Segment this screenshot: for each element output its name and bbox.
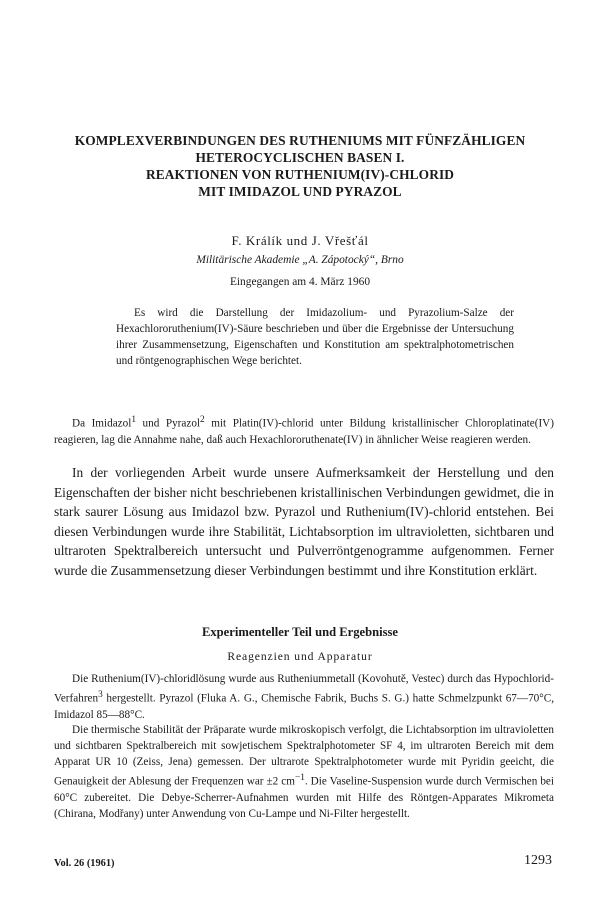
paragraph-text: Die Ruthenium(IV)-chloridlösung wurde aus Rutheniummetall (Kovohutě, Vestec) durch das Hypochlorid-Verfahren: [54, 673, 554, 705]
title-line: REAKTIONEN VON RUTHENIUM(IV)-CHLORID: [145, 167, 455, 182]
author-list: F. Králík und J. Vřešťál: [231, 233, 369, 248]
intro-text: und Pyrazol: [136, 417, 201, 430]
paragraph-text: . Die Vaseline-Suspension wurde durch Vermischen bei 60°C zubereitet. Die Debye-Scherrer-Aufnahmen wurden mit Hilfe des Röntgen-Apparates Mikrometa (Chirana, Modřany) unter Anwendung von Cu-Lampe und Ni-Filter hergestellt.: [54, 775, 554, 820]
received-date: Eingegangen am 4. März 1960: [229, 276, 371, 288]
title-line: HETEROCYCLISCHEN BASEN I.: [195, 150, 405, 165]
reference-marker: 2: [200, 415, 205, 425]
volume-info: Vol. 26 (1961): [54, 858, 115, 869]
intro-text: mit Platin(IV)-chlorid unter Bildung kristallinischer Chloroplatinate(IV) reagieren, lag die Annahme nahe, daß auch Hexachlororuthenate(IV) in ähnlicher Weise reagieren werden.: [54, 417, 554, 446]
abstract: Es wird die Darstellung der Imidazolium- und Pyrazolium-Salze der Hexachlororuthenium(IV)-Säure beschrieben und über die Ergebnisse der Untersuchung ihrer Zusammensetzung, Eigenschaften und Konstitution am spektralphotometrischen und röntgenographischen Wege berichtet.: [116, 307, 514, 367]
subsection-heading: Reagenzien und Apparatur: [227, 650, 373, 663]
intro-paragraph-small: [54, 412, 554, 448]
experimental-paragraph-1: [54, 671, 554, 723]
page-number: 1293: [524, 853, 552, 868]
intro-text: Da Imidazol: [72, 417, 132, 430]
reference-marker: 3: [98, 690, 103, 700]
paragraph-text: Die thermische Stabilität der Präparate wurde mikroskopisch verfolgt, die Lichtabsorption im ultravioletten und sichtbaren Spektralbereich mit sowjetischem Spektralphotometer SF 4, im ultraroten Bereich mit dem Apparat UR 10 (Zeiss, Jena) gemessen. Der ultrarote Spektralphotometer wurde mit Pyridin geeicht, die Genauigkeit der Ablesung der Frequenzen war ±2 cm: [54, 724, 554, 788]
affiliation: Militärische Akademie „A. Zápotocký“, Brno: [196, 254, 404, 266]
reference-marker: 1: [131, 415, 137, 425]
intro-paragraph-large: In der vorliegenden Arbeit wurde unsere Aufmerksamkeit der Herstellung und den Eigenschaften der bisher nicht beschriebenen kristallinischen Verbindungen gewidmet, die in stark saurer Lösung aus Imidazol bzw. Pyrazol und Ruthenium(IV)-chlorid entstehen. Bei diesen Verbindungen wurde ihre Stabilität, Lichtabsorption im ultravioletten, sichtbaren und ultraroten Spektralbereich untersucht und Pulverröntgenogramme aufgenommen. Ferner wurde die Zusammensetzung dieser Verbindungen bestimmt und ihre Konstitution erklärt.: [54, 465, 554, 578]
section-heading: Experimenteller Teil und Ergebnisse: [201, 625, 399, 639]
title-line: KOMPLEXVERBINDUNGEN DES RUTHENIUMS MIT FÜNFZÄHLIGEN: [74, 133, 526, 148]
article-title: [0, 132, 600, 200]
experimental-paragraph-2: [54, 722, 554, 822]
title-line: MIT IMIDAZOL UND PYRAZOL: [198, 184, 402, 199]
paragraph-text: hergestellt. Pyrazol (Fluka A. G., Chemische Fabrik, Buchs S. G.) hatte Schmelzpunkt 67—70°C, Imidazol 85—88°C.: [54, 692, 554, 721]
superscript-exponent: −1: [294, 773, 305, 783]
